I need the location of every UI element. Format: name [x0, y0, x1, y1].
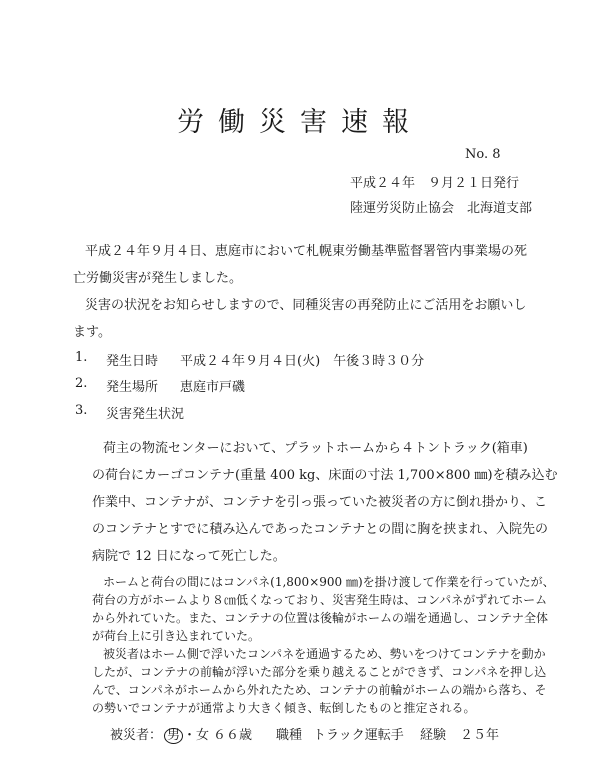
intro-line: 亡労働災害が発生しました。 [73, 271, 243, 286]
detail-line: の勢いでコンテナが通常より大きく傾き、転倒したものと推定される。 [92, 701, 476, 715]
victim-job: トラック運転手 [313, 728, 404, 743]
victim-age: ６６歳 [213, 728, 253, 743]
item-number: 1. [75, 350, 88, 365]
item-number: 2. [75, 376, 88, 391]
detail-line: 被災者はホーム側で浮いたコンパネを通過するため、勢いをつけてコンテナを動か [103, 647, 546, 661]
issue-date: 平成２４年 ９月２１日発行 [350, 176, 520, 191]
detail-line: したが、コンテナの前輪が浮いた部分を乗り越えることができず、コンパネを押し込 [92, 665, 547, 679]
victim-exp: ２５年 [460, 728, 500, 743]
issuer: 陸運労災防止協会 北海道支部 [350, 201, 533, 216]
victim-job-label: 職種 [276, 728, 303, 743]
page-title: 労働災害速報 [177, 107, 423, 138]
item-value-datetime: 平成２４年９月４日(火) 午後３時３０分 [180, 354, 425, 369]
intro-line: 平成２４年９月４日、恵庭市において札幌東労働基準監督署管内事業場の死 [85, 244, 528, 259]
detail-line: から外れていた。また、コンテナの位置は後輪がホームの端を通過し、コンテナ全体 [92, 611, 549, 625]
situation-line: の荷台にカーゴコンテナ(重量 400 kg、床面の寸法 1,700×800 ㎜)を積み込む [92, 468, 558, 483]
item-label-place: 発生場所 [106, 380, 159, 395]
item-value-place: 恵庭市戸磯 [180, 380, 246, 395]
situation-line: 作業中、コンテナが、コンテナを引っ張っていた被災者の方に倒れ掛かり、こ [92, 495, 548, 510]
bulletin-number: No. 8 [465, 147, 501, 162]
victim-sex [164, 724, 209, 744]
situation-line: のコンテナとすでに積み込んであったコンテナとの間に胸を挟まれ、入院先の [92, 522, 549, 537]
detail-line: 荷台の方がホームより８㎝低くなっており、災害発生時は、コンパネがずれてホーム [92, 593, 548, 607]
intro-line: ます。 [73, 325, 111, 340]
detail-line: ホームと荷台の間にはコンパネ(1,800×900 ㎜)を掛け渡して作業を行っていたが、 [103, 575, 555, 589]
victim-exp-label: 経験 [420, 728, 447, 743]
situation-line: 荷主の物流センターにおいて、プラットホームから４トントラック(箱車) [103, 441, 528, 456]
detail-line: が荷台上に引き込まれていた。 [92, 629, 261, 643]
item-label-datetime: 発生日時 [106, 354, 159, 369]
victim-sex-male-circled: 男 [164, 728, 183, 744]
item-number: 3. [75, 403, 88, 418]
item-label-situation: 災害発生状況 [106, 407, 185, 422]
detail-line: んで、コンパネがホームから外れたため、コンテナの前輪がホームの端から落ち、そ [92, 683, 547, 697]
intro-line: 災害の状況をお知らせしますので、同種災害の再発防止にご活用をお願いし [85, 298, 527, 313]
victim-label: 被災者： [110, 728, 163, 743]
victim-sex-female: ・女 [183, 728, 210, 743]
situation-line: 病院で 12 日になって死亡した。 [92, 549, 286, 564]
